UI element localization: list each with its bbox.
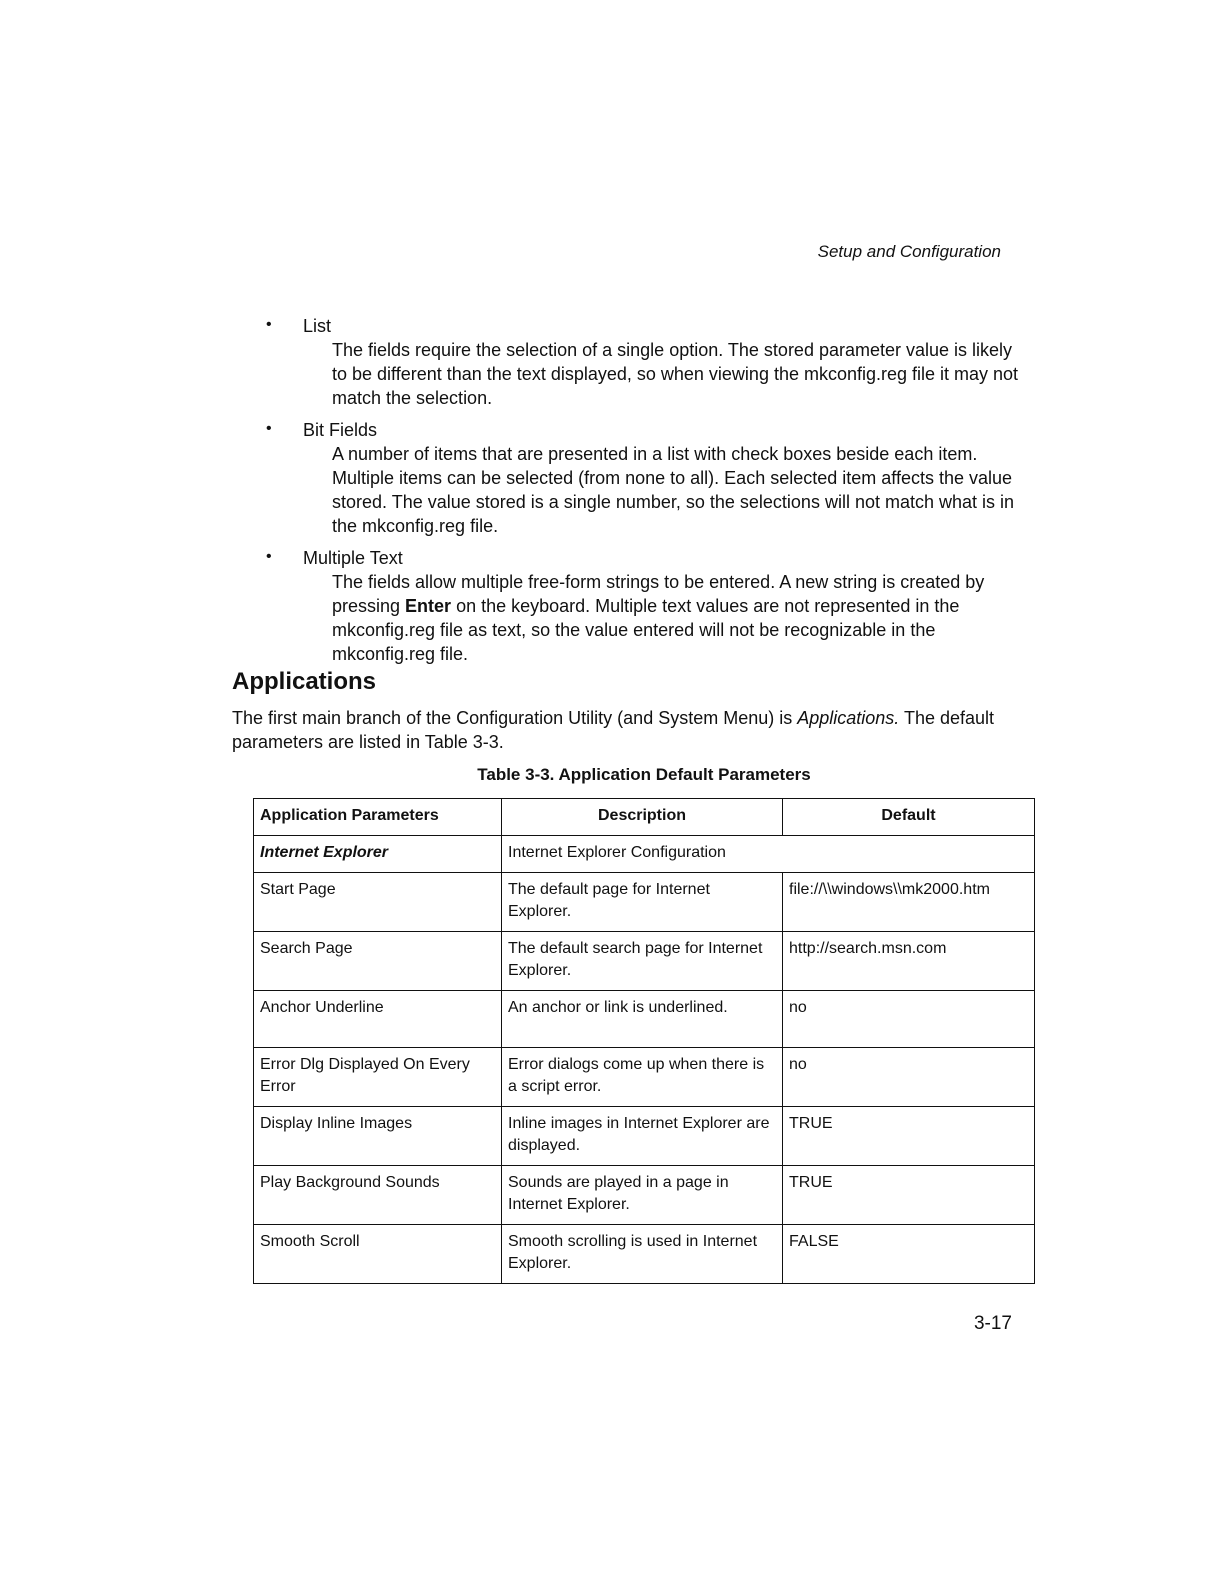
parameter-cell: Play Background Sounds (254, 1166, 502, 1225)
table-row (254, 873, 1035, 932)
table-group-row (254, 836, 1035, 873)
table-row (254, 1107, 1035, 1166)
table-row (254, 1225, 1035, 1284)
bullet-list (232, 314, 1022, 674)
description-text: The fields allow multiple free-form strings to be entered. A new string is created by pressing (332, 572, 985, 616)
description-cell: Smooth scrolling is used in Internet Explorer. (502, 1225, 783, 1284)
parameters-table (253, 798, 1035, 1284)
description-cell: The default page for Internet Explorer. (502, 873, 783, 932)
column-header: Default (783, 799, 1035, 836)
parameter-cell: Anchor Underline (254, 991, 502, 1048)
bullet-dot-icon: • (266, 316, 272, 333)
description-cell: Error dialogs come up when there is a script error. (502, 1048, 783, 1107)
description-cell: Inline images in Internet Explorer are displayed. (502, 1107, 783, 1166)
bullet-term: Multiple Text (303, 548, 403, 568)
bullet-description: The fields require the selection of a single option. The stored parameter value is likely to be different than the text displayed, so when viewing the mkconfig.reg file it may not match the selection. (332, 340, 1019, 408)
parameter-cell: Search Page (254, 932, 502, 991)
default-cell: http://search.msn.com (783, 932, 1035, 991)
table-row (254, 1166, 1035, 1225)
default-cell: no (783, 991, 1035, 1048)
parameter-cell: Start Page (254, 873, 502, 932)
default-cell: TRUE (783, 1166, 1035, 1225)
table-row (254, 991, 1035, 1048)
bullet-description (332, 570, 1022, 666)
bullet-term: Bit Fields (303, 420, 378, 440)
enter-key-text: Enter (405, 596, 452, 616)
table-header-row (254, 799, 1035, 836)
bullet-item-bit-fields (232, 418, 1022, 538)
column-header: Description (502, 799, 783, 836)
bullet-description: A number of items that are presented in a list with check boxes beside each item. Multiple items can be selected (from none to all). Each selected item affects the value stored. The value stored is a single number, so the selections will not match what is in the mkconfig.reg file. (332, 444, 1015, 536)
running-header: Setup and Configuration (817, 242, 1001, 261)
table-caption: Table 3-3. Application Default Parameters (477, 765, 811, 784)
intro-emphasis: Applications. (797, 708, 900, 728)
group-description-cell: Internet Explorer Configuration (502, 836, 1035, 873)
default-cell: TRUE (783, 1107, 1035, 1166)
section-heading: Applications (232, 668, 377, 695)
bullet-term: List (303, 316, 332, 336)
bullet-dot-icon: • (266, 420, 272, 437)
bullet-item-multiple-text (232, 546, 1022, 666)
page-number: 3-17 (973, 1313, 1012, 1334)
parameter-cell: Smooth Scroll (254, 1225, 502, 1284)
table-row (254, 1048, 1035, 1107)
group-name-cell: Internet Explorer (254, 836, 502, 873)
intro-text: The default parameters are listed in Table 3-3. (232, 708, 995, 752)
parameter-cell: Error Dlg Displayed On Every Error (254, 1048, 502, 1107)
intro-text: The first main branch of the Configuration Utility (and System Menu) is (232, 708, 798, 728)
table-row (254, 932, 1035, 991)
description-cell: Sounds are played in a page in Internet Explorer. (502, 1166, 783, 1225)
description-text: on the keyboard. Multiple text values are not represented in the mkconfig.reg file as text, so the value entered will not be recognizable in the mkconfig.reg file. (332, 596, 960, 664)
parameter-cell: Display Inline Images (254, 1107, 502, 1166)
description-cell: The default search page for Internet Explorer. (502, 932, 783, 991)
default-cell: file://\\windows\\mk2000.htm (783, 873, 1035, 932)
bullet-dot-icon: • (266, 548, 272, 565)
default-cell: no (783, 1048, 1035, 1107)
intro-paragraph (232, 706, 1022, 754)
bullet-item-list (232, 314, 1022, 410)
default-cell: FALSE (783, 1225, 1035, 1284)
column-header: Application Parameters (254, 799, 502, 836)
description-cell: An anchor or link is underlined. (502, 991, 783, 1048)
